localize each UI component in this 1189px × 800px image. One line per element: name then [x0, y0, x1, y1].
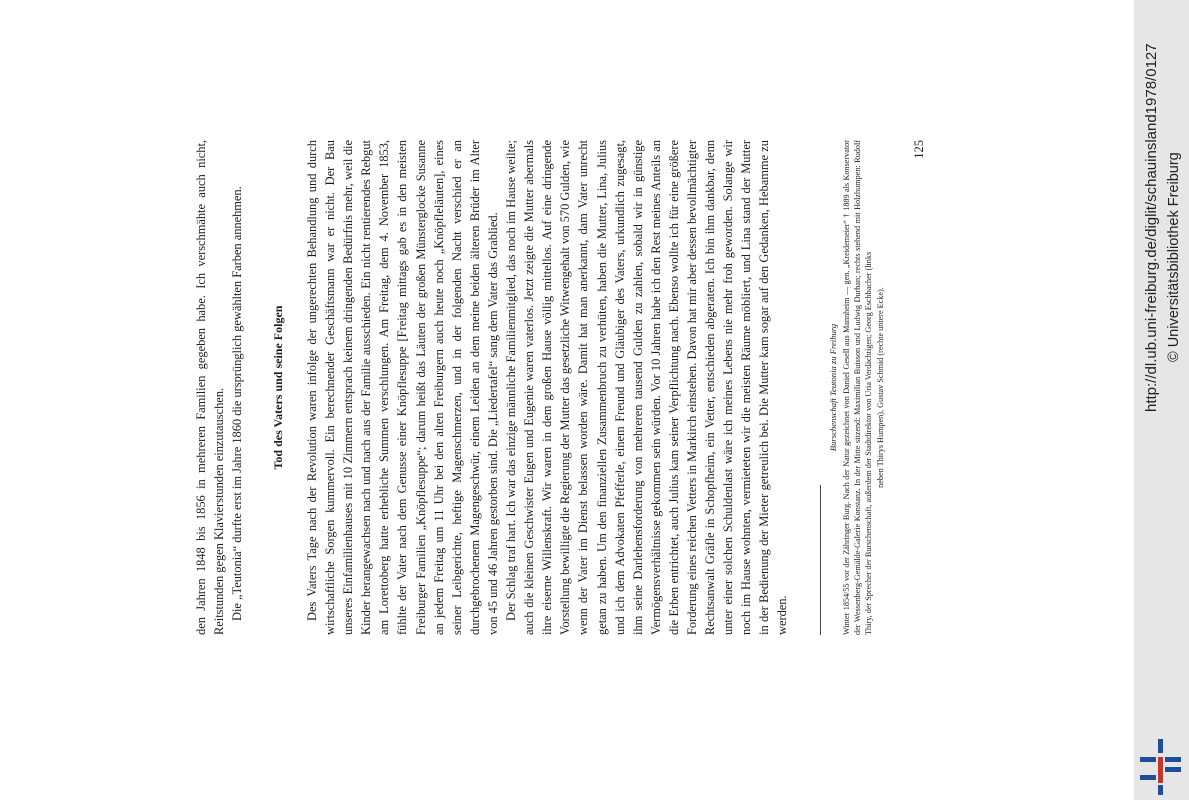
intro-paragraph-2: Die „Teutonia“ durfte erst im Jahre 1860 die ursprünglich gewählten Farben annehmen. [230, 186, 245, 621]
section-heading: Tod des Vaters und seine Folgen [271, 305, 285, 470]
page-number: 125 [912, 140, 926, 159]
copyright-notice: © Universitätsbibliothek Freiburg [1166, 152, 1182, 362]
logo-bar-bottom [1158, 785, 1163, 795]
intro-text [192, 140, 246, 635]
logo-bar-center [1158, 757, 1163, 783]
intro-paragraph-1: den Jahren 1848 bis 1856 in mehreren Familien gegeben habe. Ich verschmähte auch nicht, Reitstunden gegen Klavierstunden einzutauschen. [194, 140, 227, 635]
logo-bar-mid [1165, 767, 1181, 772]
logo-bar-low [1140, 775, 1156, 780]
paragraph-2: Der Schlag traf hart. Ich war das einzige männliche Familienmitglied, das noch im Hause weilte; auch die kleinen Geschwister Eugen und Eugenie waren vaterlos. Jetzt zeigte die Mutter abermals ihre eiserne Willenskraft. Wir waren in dem großen Hause völlig mittellos. Auf eine dringende Vorstellung bewilligte die Regierung der Mutter das gesetzliche Witwengehalt von 570 Gulden, wie wenn der Vater im Dienst belassen worden wäre. Damit hat man anerkannt, dam Vater unrecht getan zu haben. Um den finanziellen Zusammenbruch zu verhüten, haben die Mutter, Lina, Julius und ich dem Advokaten Pfefferle, einem Freund und Gläubiger des Vaters, urkundlich zugesagt, ihm seine Darlehensforderung von mehreren tausend Gulden zu zahlen, sobald wir in günstige Vermögensverhältnisse gekommen sein würden. Vor 10 Jahren habe ich den Rest meines Anteils an die Erben entrichtet, auch Julius kam seiner Verpflichtung nach. Ebenso wollte ich für eine größere Forderung eines reichen Vetters in Markirch einstehen. Davon hat mir aber dessen bevollmächtigter Rechtsanwalt Gräfle in Schopfheim, ein Vetter, entschieden abgeraten. Ich bin ihm dankbar, denn unter einer solchen Schuldenlast wäre ich meines Lebens nie mehr froh geworden. Solange wir noch im Hause wohnten, vermieteten wir die meisten Räume möbliert, und Lina stand der Mutter in der Bedienung der Mieter getreulich bei. Die Mutter kam sogar auf den Gedanken, Hebamme zu werden. [504, 140, 790, 635]
logo-bar-right [1165, 757, 1181, 762]
paragraph-1: Des Vaters Tage nach der Revolution waren infolge der ungerechten Behandlung und durch wirtschaftliche Sorgen kummervoll. Ein berechnender Geschäftsmann war er nicht. Der Bau unseres Einfamilienhauses mit 10 Zimmern entsprach keinem dringenden Bedürfnis mehr, weil die Kinder herangewachsen nach und nach aus der Familie ausschieden. Ein nicht rentierendes Rebgut am Lorettoberg hatte erhebliche Summen verschlungen. Am Freitag, dem 4. November 1853, fühlte der Vater nach dem Genusse einer Knöpflesuppe [Freitag mittags gab es in den meisten Freiburger Familien „Knöpflesuppe“; darum heißt das Läuten der großen Münsterglocke Susanne an jedem Freitag um 11 Uhr bei den alten Freiburgern auch heute noch „Knöpfleläuten], eines seiner Leibgerichte, heftige Magenschmerzen, und in der folgenden Nacht verschied er an durchgebrochenem Magengeschwür, einem Leiden an dem meine beiden älteren Brüder im Alter von 45 und 46 Jahren gestorben sind. Die „Liedertafel“ sang dem Vater das Grablied. [305, 140, 500, 635]
logo-bar-top [1158, 739, 1163, 753]
caption-title: Burschenschaft Teutonia zu Freiburg [828, 323, 838, 452]
caption-last-line: neben Thirys Humpen), Gustav Schmid (rechte untere Ecke). [875, 287, 885, 488]
footnote-rule [820, 485, 821, 635]
ub-freiburg-logo-icon [1136, 737, 1186, 797]
rotated-book-page [180, 0, 940, 800]
source-url-link[interactable]: http://dl.ub.uni-freiburg.de/diglit/schauinsland1978/0127 [1143, 43, 1160, 412]
caption-body: Winter 1854/55 vor der Zähringer Burg. Nach der Natur gezeichnet von Daniel Gesell aus Mannheim — gen. „Kreidemeier“ † 1889 als Konservator der Wessenberg-Gemälde-Galerie Konstanz. In der Mitte sitzend: Maximilian Buisson und Ludwig Durban; rechts stehend mit Holzhumpen: Rudolf Thiry, der Sprecher der Burschenschaft, außerdem der Stadtdirektor von Uria Verdächtigen; Georg Eschbacher (links [842, 140, 874, 635]
logo-bar-left [1140, 757, 1156, 762]
caption-text [841, 140, 886, 635]
main-text [303, 140, 792, 635]
